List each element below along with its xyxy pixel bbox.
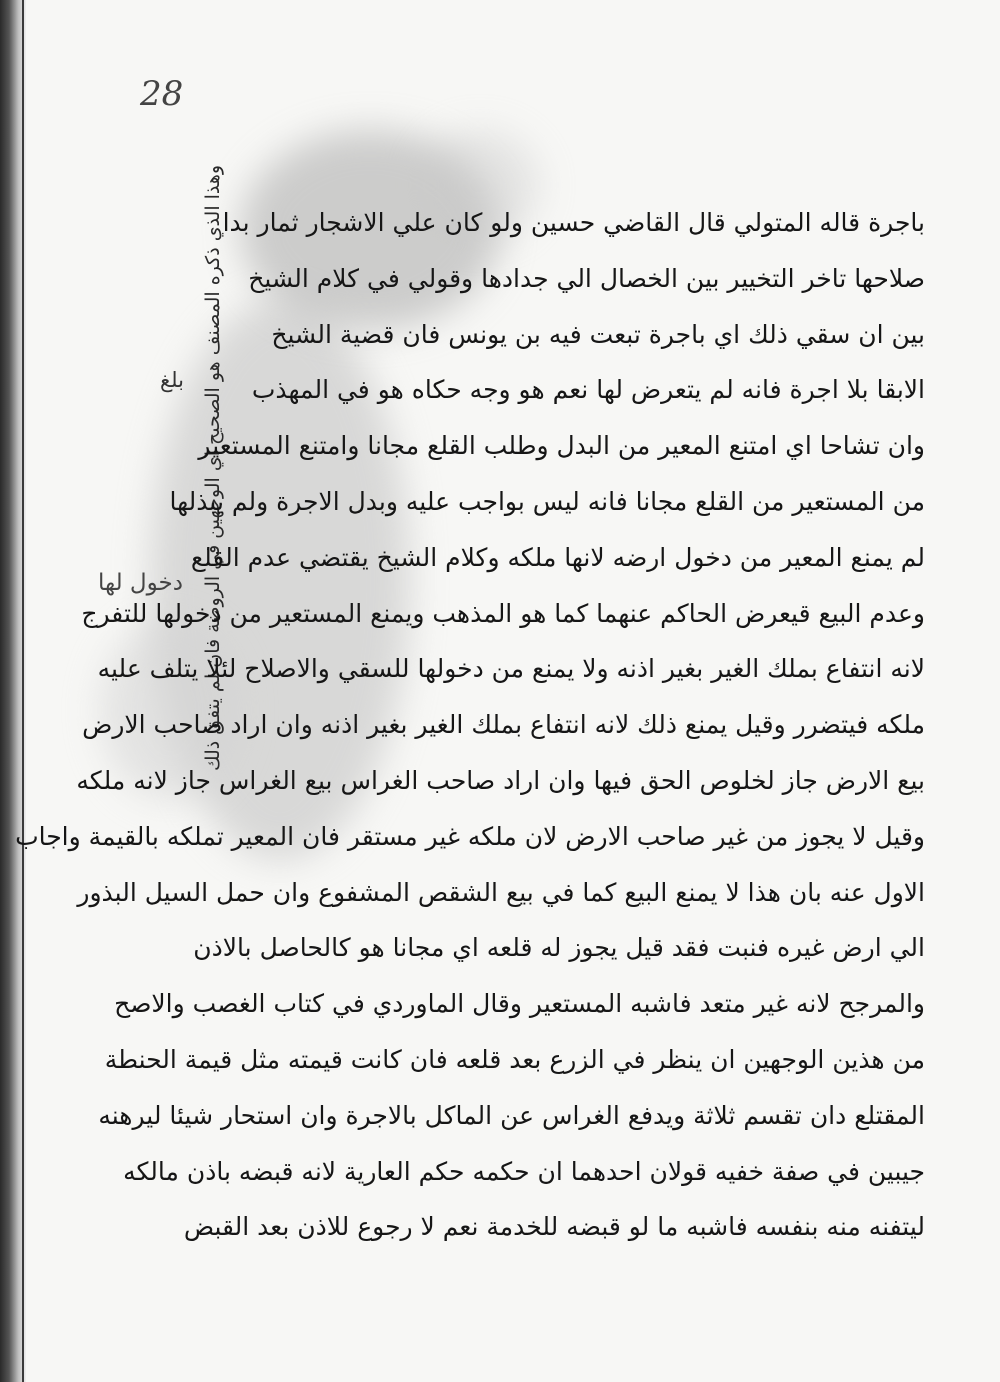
- text-line: وعدم البيع قيعرض الحاكم عنهما كما هو المذهب ويمنع المستعير من دخولها للتفرج: [81, 598, 925, 628]
- text-line: ملكه فيتضرر وقيل يمنع ذلك لانه انتفاع بملك الغير بغير اذنه وان اراد صاحب الارض: [82, 710, 925, 740]
- text-line: من هذين الوجهين ان ينظر في الزرع بعد قلعه فان كانت قيمته مثل قيمة الحنطة: [104, 1044, 925, 1074]
- text-line: بيع الارض جاز لخلوص الحق فيها وان اراد صاحب الغراس بيع الغراس جاز لانه ملكه: [76, 765, 925, 795]
- text-line: المقتلع دان تقسم ثلاثة ويدفع الغراس عن الماكل بالاجرة وان استحار شيئا ليرهنه: [98, 1100, 925, 1130]
- text-line: الابقا بلا اجرة فانه لم يتعرض لها نعم هو وجه حكاه هو في المهذب: [251, 375, 925, 405]
- text-line: بين ان سقي ذلك اي باجرة تبعت فيه بن يونس فان قضية الشيخ: [271, 319, 925, 349]
- text-line: لم يمنع المعير من دخول ارضه لانها ملكه وكلام الشيخ يقتضي عدم القلع: [190, 542, 925, 572]
- text-line: صلاحها تاخر التخيير بين الخصال الي جدادها وقولي في كلام الشيخ: [248, 263, 925, 293]
- text-line: والمرجح لانه غير متعد فاشبه المستعير وقال الماوردي في كتاب الغصب والاصح: [114, 989, 925, 1019]
- text-line: باجرة قاله المتولي قال القاضي حسين ولو كان علي الاشجار ثمار بدا: [222, 208, 925, 237]
- text-line: وان تشاحا اي امتنع المعير من البدل وطلب القلع مجانا وامتنع المستعير: [198, 431, 925, 461]
- text-line: الي ارض غيره فنبت فقد قيل يجوز له قلعه اي مجانا هو كالحاصل بالاذن: [193, 933, 925, 963]
- text-line: من المستعير من القلع مجانا فانه ليس بواجب عليه وبدل الاجرة ولم يبذلها: [169, 486, 925, 516]
- margin-balagh-note: بلغ: [160, 368, 184, 392]
- folio-number: 28: [140, 74, 184, 114]
- text-line: وقيل لا يجوز من غير صاحب الارض لان ملكه غير مستقر فان المعير تملكه بالقيمة واجاب: [15, 821, 925, 851]
- text-line: الاول عنه بان هذا لا يمنع البيع كما في بيع الشقص المشفوع وان حمل السيل البذور: [77, 877, 925, 907]
- margin-dukhul-note: دخول لها: [98, 570, 183, 596]
- text-line: لانه انتفاع بملك الغير بغير اذنه ولا يمنع من دخولها للسقي والاصلاح لئلا يتلف عليه: [97, 654, 925, 684]
- margin-vertical-note: وهذا الذي ذكره المصنف هو الصحيح اي الوجهين في الروضة فان لم يتفق ذلك: [202, 165, 224, 772]
- text-line: جيبين في صفة خفيه قولان احدهما ان حكمه حكم العارية لانه قبضه باذن مالكه: [123, 1156, 925, 1186]
- text-line: ليتفنه منه بنفسه فاشبه ما لو قبضه للخدمة نعم لا رجوع للاذن بعد القبض: [183, 1212, 925, 1242]
- binding-line: [22, 0, 24, 1382]
